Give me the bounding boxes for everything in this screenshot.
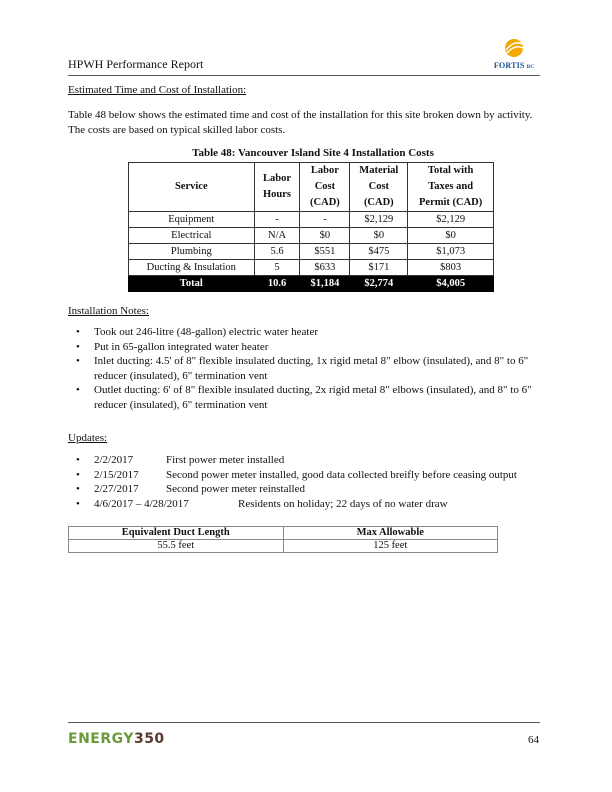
footer-divider — [68, 722, 540, 723]
cell: $1,184 — [300, 276, 350, 292]
table-row — [129, 244, 494, 260]
cell: $803 — [408, 260, 494, 276]
update-text: Second power meter reinstalled — [166, 483, 305, 495]
cell: $475 — [350, 244, 408, 260]
report-title: HPWH Performance Report — [68, 57, 204, 71]
header-max-allowable: Max Allowable — [283, 527, 498, 540]
header-total: Total with Taxes and Permit (CAD) — [408, 163, 494, 212]
update-date: 4/6/2017 – 4/28/2017 — [94, 497, 189, 510]
fortis-logo-text: FORTIS BC — [493, 61, 535, 70]
section-heading: Estimated Time and Cost of Installation: — [68, 84, 247, 96]
updates-list — [68, 453, 568, 511]
list-item — [68, 482, 568, 497]
cell: Electrical — [129, 228, 255, 244]
updates-heading: Updates: — [68, 432, 108, 444]
list-item — [68, 453, 568, 468]
update-text: First power meter installed — [166, 454, 285, 466]
header-material-cost: Material Cost (CAD) — [350, 163, 408, 212]
list-item: • Inlet ducting: 4.5' of 8" flexible insulated ducting, 1x rigid metal 8" elbow (insulated), and 8" to 6" reducer (insulated), 6" termination vent — [68, 354, 558, 383]
header-labor-hours: Labor Hours — [254, 163, 300, 212]
table-row — [129, 260, 494, 276]
table-row — [69, 540, 498, 553]
cell: Equipment — [129, 212, 255, 228]
table-row — [129, 212, 494, 228]
cell: $2,129 — [408, 212, 494, 228]
fortis-bc-logo — [484, 36, 544, 76]
table-caption: Table 48: Vancouver Island Site 4 Installation Costs — [192, 147, 434, 159]
duct-length-table — [68, 526, 498, 553]
cell: $2,774 — [350, 276, 408, 292]
cell: N/A — [254, 228, 300, 244]
cell: Ducting & Insulation — [129, 260, 255, 276]
update-date: 2/27/2017 — [94, 483, 139, 495]
cell: - — [254, 212, 300, 228]
update-date: 2/2/2017 — [94, 454, 134, 466]
cell: $0 — [300, 228, 350, 244]
header-service: Service — [129, 163, 255, 212]
list-item: • Outlet ducting: 6' of 8" flexible insulated ducting, 2x rigid metal 8" elbows (insulated), and 8" to 6" reducer (insulated), 6" termination vent — [68, 383, 558, 412]
list-item: • Took out 246-litre (48-gallon) electric water heater — [68, 325, 558, 340]
cell: $1,073 — [408, 244, 494, 260]
cell: $2,129 — [350, 212, 408, 228]
header-equivalent-duct-length: Equivalent Duct Length — [69, 527, 284, 540]
list-item — [68, 468, 568, 483]
energy350-logo: ENERGY350 — [68, 731, 165, 747]
update-text: Residents on holiday; 22 days of no water draw — [238, 497, 448, 510]
cell: 125 feet — [283, 540, 498, 553]
update-text: Second power meter installed, good data collected breifly before ceasing output — [166, 468, 517, 481]
header-labor-cost: Labor Cost (CAD) — [300, 163, 350, 212]
installation-notes-heading: Installation Notes: — [68, 305, 149, 317]
cell: Plumbing — [129, 244, 255, 260]
cell: $551 — [300, 244, 350, 260]
table-total-row — [129, 276, 494, 292]
installation-cost-table — [128, 162, 494, 292]
header-divider — [68, 75, 540, 76]
table-header-row — [129, 163, 494, 212]
list-item: • Put in 65-gallon integrated water heater — [68, 340, 558, 355]
fortis-flame-icon — [484, 36, 544, 60]
cell: 55.5 feet — [69, 540, 284, 553]
update-date: 2/15/2017 — [94, 468, 139, 481]
sprout-icon: Y — [123, 731, 134, 747]
cell: Total — [129, 276, 255, 292]
cell: - — [300, 212, 350, 228]
cell: 5.6 — [254, 244, 300, 260]
cell: $0 — [408, 228, 494, 244]
installation-notes-list — [68, 325, 558, 412]
cell: 5 — [254, 260, 300, 276]
list-item — [68, 497, 568, 512]
cell: $0 — [350, 228, 408, 244]
page-number: 64 — [528, 734, 539, 746]
table-row — [129, 228, 494, 244]
table-header-row — [69, 527, 498, 540]
intro-paragraph: Table 48 below shows the estimated time and cost of the installation for this site broken down by activity. The costs are based on typical skilled labor costs. — [68, 109, 533, 136]
cell: $4,005 — [408, 276, 494, 292]
cell: $633 — [300, 260, 350, 276]
cell: 10.6 — [254, 276, 300, 292]
cell: $171 — [350, 260, 408, 276]
